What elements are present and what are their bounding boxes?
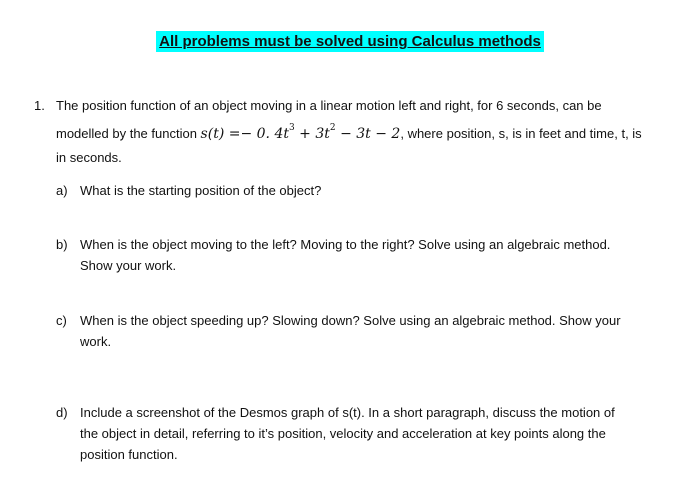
function-term-quadratic: + 3t bbox=[294, 126, 330, 142]
part-b bbox=[56, 234, 636, 276]
part-label: d) bbox=[56, 405, 68, 420]
part-a bbox=[56, 180, 636, 201]
exponent-2: 2 bbox=[329, 123, 336, 133]
function-lhs: s(t) = bbox=[200, 126, 241, 142]
statement-text-before: The position function of an object moving in a linear motion left and right, for 6 seconds, can be modelled by the function bbox=[56, 98, 602, 141]
function-term-rest: − 3t − 2 bbox=[335, 126, 401, 142]
part-label: c) bbox=[56, 313, 67, 328]
part-text: When is the object speeding up? Slowing down? Solve using an algebraic method. Show your work. bbox=[80, 313, 621, 349]
part-text: When is the object moving to the left? Moving to the right? Solve using an algebraic method. Show your work. bbox=[80, 237, 611, 273]
function-term-cubic: − 0. 4t bbox=[240, 126, 289, 142]
banner-container bbox=[0, 31, 700, 52]
part-d bbox=[56, 402, 636, 465]
problem-number: 1. bbox=[34, 98, 45, 113]
part-text: What is the starting position of the object? bbox=[80, 183, 322, 198]
position-function bbox=[200, 123, 401, 142]
problem-1 bbox=[34, 94, 644, 169]
part-text: Include a screenshot of the Desmos graph of s(t). In a short paragraph, discuss the motion of the object in detail, referring to it’s position, velocity and acceleration at key points along the position function. bbox=[80, 405, 615, 462]
statement-text-after: , where position, s, is in feet and time, t, is in seconds. bbox=[56, 126, 642, 165]
instructions-banner: All problems must be solved using Calculus methods bbox=[156, 31, 544, 52]
problem-statement bbox=[56, 94, 644, 169]
exponent-3: 3 bbox=[289, 123, 295, 133]
part-label: a) bbox=[56, 183, 68, 198]
part-c bbox=[56, 310, 636, 352]
part-label: b) bbox=[56, 237, 68, 252]
